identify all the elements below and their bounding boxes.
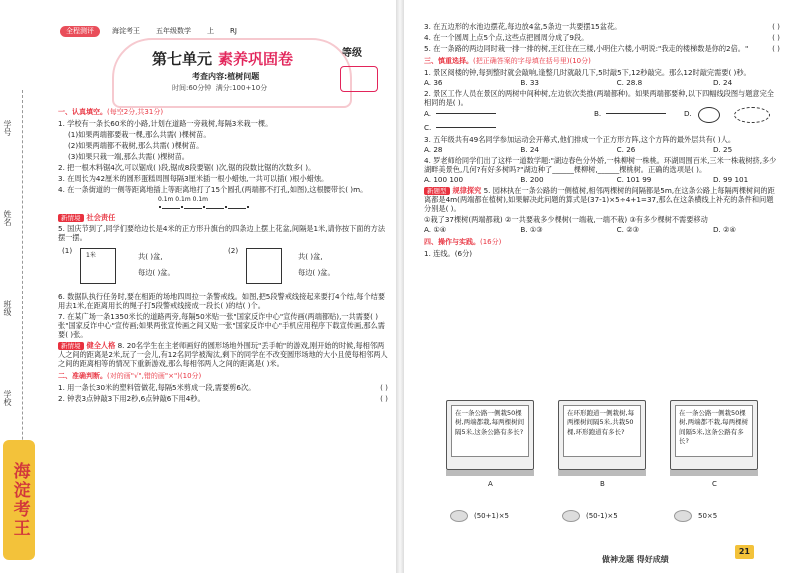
option[interactable]: C. ②③	[616, 225, 640, 235]
condition-1: ①栽了37棵树(两端都栽)	[424, 215, 503, 225]
section-3-title	[424, 56, 780, 66]
term: 上	[207, 27, 214, 35]
option[interactable]: A. 36	[424, 78, 443, 87]
judge-3-answer[interactable]: ( )	[772, 22, 780, 31]
social-responsibility-tag: 社会责任	[86, 213, 116, 222]
footer-slogan: 做神龙题 得好成绩	[602, 555, 669, 564]
option[interactable]: C. 101 99	[616, 175, 652, 184]
right-page	[402, 0, 800, 573]
question-1: 1. 学校有一条长60米的小路,计划在道路一旁栽树,每隔3米栽一棵。	[58, 119, 273, 128]
section-4-note: (16分)	[480, 238, 502, 247]
expression-2[interactable]: (50-1)×5	[586, 512, 618, 520]
choice-5	[424, 186, 780, 213]
judge-2-text: 2. 钟表3点钟敲3下用2秒,6点钟敲6下用4秒。	[58, 394, 205, 404]
time-limit: 时间:60分钟	[172, 84, 212, 92]
question-8	[58, 341, 388, 368]
monitor-c-label: C	[712, 480, 717, 488]
question-5-text: 5. 国庆节到了,同学们要给边长是4米的正方形升旗台的四条边上摆上花盆,间隔是1米,请你按下面的方法摆一摆。	[58, 224, 386, 243]
option[interactable]: A.	[424, 109, 432, 118]
question-5-figures	[58, 242, 388, 290]
circle-figure	[698, 107, 720, 123]
ellipse-figure	[734, 107, 770, 123]
choice-3: 3. 五年级共有49名同学参加运动会开幕式,他们排成一个正方形方阵,这个方阵的最外层共有( )人。	[424, 135, 736, 144]
choice-3-options	[424, 145, 780, 154]
section-2-title	[58, 371, 388, 381]
segment-a	[436, 113, 496, 114]
choice-4-options	[424, 175, 780, 184]
healthy-personality-tag: 健全人格	[86, 341, 116, 351]
monitor-b-label: B	[600, 480, 605, 488]
worksheet-header	[52, 22, 382, 100]
segment-c	[436, 127, 496, 128]
judge-5-answer[interactable]: ( )	[772, 44, 780, 53]
option[interactable]: B. 24	[520, 145, 539, 154]
fig2-total: 共( )盆,	[298, 252, 323, 262]
question-7: 7. 在某广场一条1350米长的道路两旁,每隔50米贴一张"国家反诈中心"宣传画(两端都贴),一共需要( )张"国家反诈中心"宣传画;如果两张宣传画之间又贴一张"国家反诈中心"手机应用程序下载宣传画,那么需要( )张。	[58, 312, 385, 340]
student-id-label: 学号	[3, 120, 12, 136]
new-type-tag: 新题型	[424, 187, 450, 195]
section-3-note: (把正确答案的字母填在括号里)(10分)	[473, 57, 591, 65]
square-figure-2	[246, 248, 282, 284]
fig1-each-side: 每边( )盆。	[138, 268, 175, 278]
topic: 考查内容:植树问题	[192, 72, 260, 81]
brand-logo: 海淀考王	[3, 440, 35, 560]
side-length-label: 1米	[86, 252, 96, 260]
name-label: 姓名	[3, 210, 12, 226]
judge-1-answer[interactable]: ( )	[380, 383, 388, 393]
unit-title	[152, 50, 293, 69]
condition-2: ②一共要栽多少棵树(一端栽,一端不栽)	[505, 215, 628, 225]
option[interactable]: D.	[684, 109, 692, 118]
judge-5	[424, 44, 780, 53]
figure-2-label: (2)	[228, 246, 239, 256]
binding-margin	[0, 0, 40, 573]
question-8-text: 8. 20名学生在主老师画好的圆形场地外围玩"丢手帕"的游戏,刚开始的时候,每相邻两人之间的距离是2米,玩了一会儿,有12名同学被淘汰,剩下的同学在不改变圆形场地的大小且使每相邻两人之间的距离相等的情况下重新游戏,那么每相邻两人之间的距离是( )米。	[58, 341, 388, 369]
option[interactable]: D. 25	[712, 145, 733, 154]
choice-2: 2. 景区工作人员在景区的两树中间种树,左边依次类推(两端都种)。如果两端都要种,以下四幅线段图与题意完全相同的是( )。	[424, 89, 774, 107]
header-bar	[112, 27, 237, 36]
mouse-icon	[674, 510, 692, 522]
judge-1-text: 1. 用一条长30米的塑料管做花,每隔5米剪成一段,需要剪6次。	[58, 383, 256, 393]
paper-title: 素养巩固卷	[218, 50, 294, 68]
option[interactable]: B. 33	[520, 78, 539, 87]
left-content	[58, 104, 388, 403]
option[interactable]: D. 24	[712, 78, 733, 87]
publisher: 海淀考王	[112, 27, 140, 35]
question-4-figure	[58, 196, 388, 211]
section-4-title	[424, 237, 780, 247]
fig2-each-side: 每边( )盆。	[298, 268, 335, 278]
choice-5-conditions	[424, 215, 780, 224]
monitor-b	[558, 400, 646, 470]
question-1a: (1)如果两端都要栽一棵,那么共需( )棵树苗。	[68, 130, 211, 139]
question-3: 3. 在周长为42厘米的圆形蛋糕周围每隔3厘米插一根小蜡烛,一共可以插( )根小蜡烛。	[58, 174, 329, 183]
segment-b	[606, 113, 666, 114]
option[interactable]: C. 26	[616, 145, 636, 154]
judge-3-text: 3. 在五边形的水池边摆花,每边放4盆,5条边一共要摆15盆花。	[424, 22, 622, 31]
section-2-note: (对的画"√",错的画"×")(10分)	[107, 372, 202, 381]
choice-1: 1. 景区阅楼的钟,每到整时就会敲响,逢整几时就敲几下,5时敲5下,12秒敲完。那么12时敲完需要( )秒。	[424, 68, 751, 77]
judge-5-text: 5. 在一条路的两边同时栽一排一排的树,王红住在三楼,小明住六楼,小明说:"我走的楼梯数是你的2倍。"	[424, 44, 749, 53]
mouse-icon	[562, 510, 580, 522]
judge-4-text: 4. 在一个圆周上点5个点,这些点把圆周分成了9段。	[424, 33, 589, 42]
question-1b: (2)如果两端都不栽树,那么共需( )棵树苗。	[68, 141, 204, 150]
judge-1	[58, 383, 388, 392]
option[interactable]: A. 100 100	[424, 175, 464, 184]
monitor-c-text: 在一条公路一侧栽50棵树,两端都不栽,每两棵树间隔5米,这条公路有多长?	[675, 405, 753, 457]
page-number: 21	[735, 545, 754, 559]
section-1-title	[58, 107, 388, 117]
time-score	[172, 84, 267, 93]
grade-label: 等级	[342, 48, 362, 59]
right-content	[424, 20, 780, 258]
edition: RJ	[230, 27, 237, 35]
pattern-exploration-tag: 规律探究	[452, 186, 482, 195]
monitor-b-text: 在环形跑道一侧栽树,每两棵树间隔5米,共栽50棵,环形跑道有多长?	[563, 405, 641, 457]
choice-5-options	[424, 225, 780, 234]
monitor-a-label: A	[488, 480, 493, 488]
monitor-a-text: 在一条公路一侧栽50棵树,两端都栽,每两棵树间隔5米,这条公路有多长?	[451, 405, 529, 457]
grade-box	[340, 66, 378, 92]
question-4-figure-label: 0.1m 0.1m 0.1m	[158, 196, 208, 203]
subject: 五年级数学	[156, 27, 191, 35]
expression-3[interactable]: 50×5	[698, 512, 718, 520]
monitor-b-stand	[558, 470, 646, 476]
question-5	[58, 213, 388, 222]
judge-2-answer[interactable]: ( )	[380, 394, 388, 404]
expression-1[interactable]: (50+1)×5	[474, 512, 510, 520]
section-2-heading: 二、准确判断。	[58, 372, 107, 381]
unit-name: 第七单元	[152, 50, 213, 68]
question-1c: (3)如果只栽一端,那么共需( )棵树苗。	[68, 152, 189, 161]
choice-2-figures	[424, 107, 780, 133]
matching-question: 1. 连线。(6分)	[424, 249, 473, 259]
full-score: 满分:100+10分	[215, 84, 268, 92]
judge-4-answer[interactable]: ( )	[772, 33, 780, 42]
condition-3: ③有多少棵树不需要移动	[629, 215, 708, 225]
section-3-heading: 三、慎重选择。	[424, 57, 473, 65]
left-page	[0, 0, 398, 573]
option[interactable]: B. 200	[520, 175, 544, 184]
monitor-a	[446, 400, 534, 470]
class-label: 班级	[3, 300, 12, 316]
question-2: 2. 把一根木料锯4次,可以锯成( )段,锯成8段要锯( )次,锯的段数比锯的次数多( )。	[58, 163, 316, 172]
option[interactable]: C.	[424, 123, 432, 132]
choice-4: 4. 罗老师给同学们出了这样一道数学题:"湖边春色分外娇,一株柳树一株桃。环湖周围百米,三米一株栽树挤,多少湖畔美景色,几何?有好多树吗?"湖边种了______棵柳树,______棵桃树。正确的选项是( )。	[424, 156, 777, 174]
judge-3	[424, 22, 780, 31]
option[interactable]: D. 99 101	[712, 175, 749, 184]
option[interactable]: A. ①④	[424, 225, 447, 235]
monitor-c	[670, 400, 758, 470]
question-6: 6. 数据队执行任务时,要在相距的场地四周拉一条警戒线。如图,把5段警戒线接起来要打4个结,每个结要用去1米,在距离用长的绳子打5段警戒线接成一段长( )的结( )个。	[58, 292, 386, 311]
section-1-note: (每空2分,共31分)	[107, 108, 164, 116]
fig1-total: 共( )盆,	[138, 252, 163, 262]
judge-4	[424, 33, 780, 42]
choice-5-text: 5. 园林执在一条公路的一侧植树,相邻两棵树的间隔都是5m,在这条公路上每隔两棵树间的距离都是4m(两端都在植树),如果解决此问题的算式是(37-1)×5÷4+1=37,那么在这条横线上补充的条件和问题分别是( )。	[424, 186, 775, 214]
judge-2	[58, 394, 388, 403]
section-1-heading: 一、认真填空。	[58, 108, 107, 116]
option[interactable]: C. 28.8	[616, 78, 643, 87]
option[interactable]: B.	[594, 109, 602, 118]
option[interactable]: A. 28	[424, 145, 443, 154]
option[interactable]: B. ①③	[520, 225, 543, 235]
school-label: 学校	[3, 390, 12, 406]
figure-1-label: (1)	[62, 246, 73, 256]
section-4-heading: 四、操作与实践。	[424, 238, 480, 247]
new-context-tag-2: 新情境	[58, 342, 84, 350]
assessment-badge: 全程测评	[60, 26, 100, 37]
choice-1-options	[424, 78, 780, 87]
monitor-c-stand	[670, 470, 758, 476]
new-context-tag: 新情境	[58, 214, 84, 222]
option[interactable]: D. ②④	[712, 225, 736, 235]
mouse-icon	[450, 510, 468, 522]
question-4: 4. 在一条街道的一侧等距离地插上等距离地打了15个圆孔(两端都不打孔,如图),这根腰带长( )m。	[58, 185, 368, 194]
monitor-a-stand	[446, 470, 534, 476]
